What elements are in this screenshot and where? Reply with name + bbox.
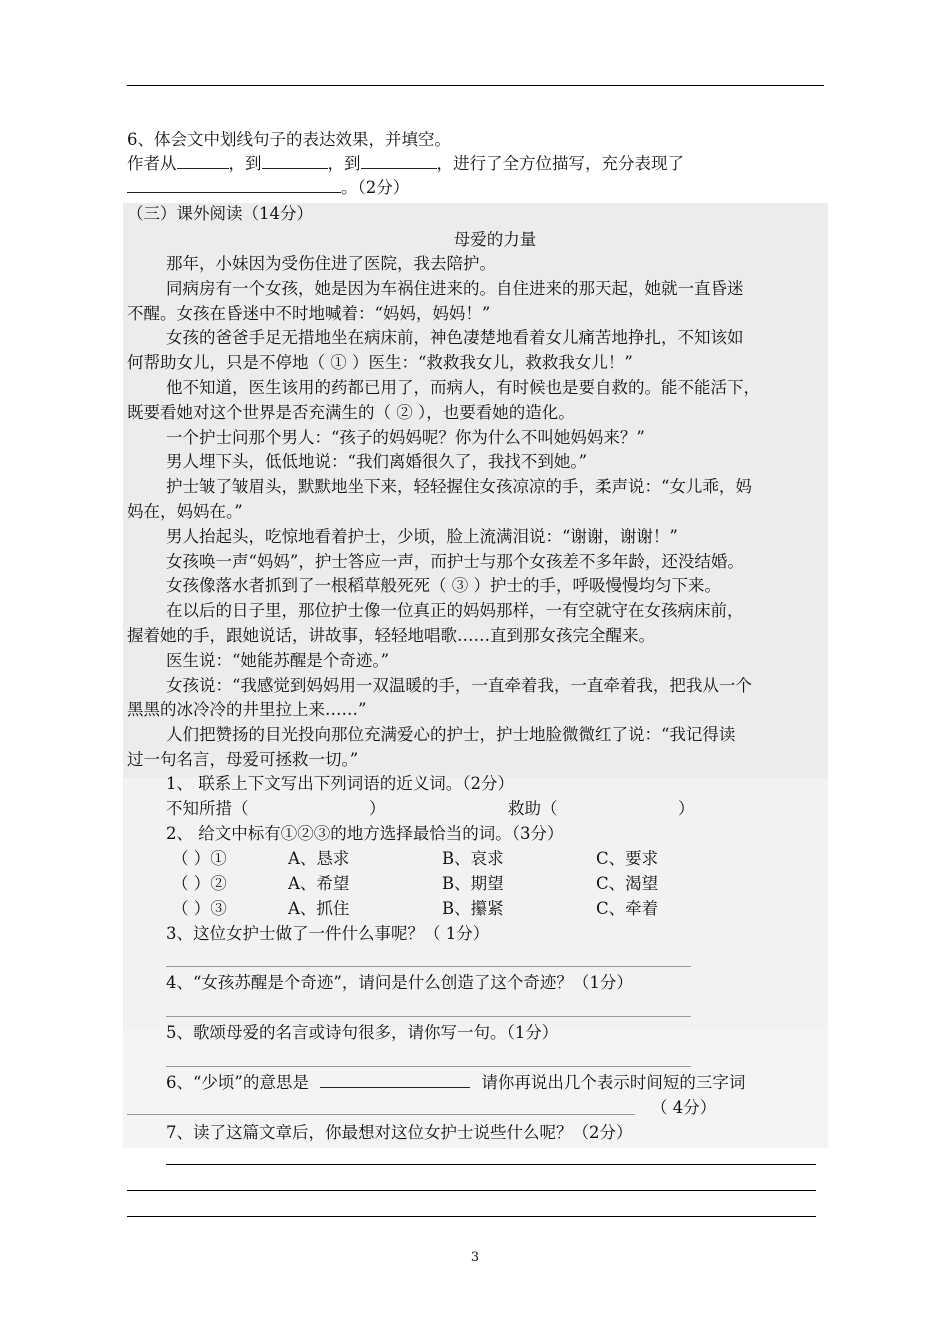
- article-line: 女孩唤一声“妈妈”，护士答应一声，而护士与那个女孩差不多年龄，还没结婚。: [166, 551, 744, 571]
- q6-score: （ 4分）: [651, 1098, 717, 1117]
- article-line: 他不知道，医生该用的药都已用了，而病人，有时候也是要自救的。能不能活下，: [166, 378, 760, 397]
- question-6: [166, 1071, 745, 1095]
- article-line: 何帮助女儿，只是不停地（ ① ）医生：“救救我女儿，救救我女儿！”: [127, 353, 633, 373]
- q7-answer-line-2[interactable]: [127, 1190, 816, 1191]
- q6-fill-c: ，到: [327, 154, 361, 173]
- section-3-label: （三）课外阅读（14分）: [127, 204, 313, 223]
- q2-option-c: C、渴望: [596, 874, 659, 893]
- question-1: 1、 联系上下文写出下列词语的近义词。（2分）: [166, 774, 514, 793]
- question-7: 7、读了这篇文章后，你最想对这位女护士说些什么呢？（2分）: [166, 1123, 633, 1142]
- q2-option-b: B、攥紧: [442, 899, 504, 918]
- q6-tail-line: [127, 176, 409, 200]
- q6-blank-3[interactable]: [361, 152, 437, 169]
- q4-answer-line[interactable]: [166, 1016, 691, 1017]
- article-line: 不醒。女孩在昏迷中不时地喊着：“妈妈，妈妈！”: [127, 303, 491, 323]
- article-line: 男人埋下头，低低地说：“我们离婚很久了，我找不到她。”: [166, 452, 588, 472]
- article-line: 黑黑的冰冷冷的井里拉上来……”: [127, 700, 367, 720]
- q6-tail: 。（2分）: [341, 178, 410, 197]
- q6-meaning-blank[interactable]: [320, 1071, 470, 1088]
- question-1-answers: [166, 797, 386, 821]
- article-line: 一个护士问那个男人：“孩子的妈妈呢？你为什么不叫她妈妈来？”: [166, 427, 645, 447]
- q6-fill-line: [127, 152, 684, 176]
- q6-text-b: 请你再说出几个表示时间短的三字词: [481, 1073, 746, 1092]
- q6-fill-a: 作者从: [127, 154, 177, 173]
- q2-option-a: A、希望: [288, 874, 350, 893]
- question-2: 2、 给文中标有①②③的地方选择最恰当的词。（3分）: [166, 824, 564, 843]
- question-3: 3、这位女护士做了一件什么事呢？（ 1分）: [166, 924, 490, 943]
- q1-word-1: 不知所措（: [166, 799, 249, 818]
- q2-option-a: A、抓住: [288, 899, 350, 918]
- q5-answer-line[interactable]: [166, 1066, 691, 1067]
- article-title: 母爱的力量: [453, 230, 537, 249]
- page-number: 3: [470, 1250, 480, 1265]
- article-line: 男人抬起头，吃惊地看着护士，少顷，脸上流满泪说：“谢谢，谢谢！”: [166, 526, 678, 546]
- q1-close-1: ）: [369, 799, 386, 818]
- q3-answer-line[interactable]: [166, 966, 691, 967]
- article-line: 女孩说：“我感觉到妈妈用一双温暖的手，一直牵着我，一直牵着我，把我从一个: [166, 675, 752, 695]
- q1-word-2: 救助（: [508, 799, 558, 818]
- q1-close-2: ）: [678, 799, 695, 818]
- article-line: 既要看她对这个世界是否充满生的（ ② ），也要看她的造化。: [127, 402, 575, 422]
- question-4: 4、“女孩苏醒是个奇迹”，请问是什么创造了这个奇迹？（1分）: [166, 973, 633, 992]
- q6-text-a: 6、“少顷”的意思是: [166, 1073, 309, 1092]
- q2-option-c: C、牵着: [596, 899, 659, 918]
- q2-answer-blank[interactable]: （ ）③: [172, 899, 227, 918]
- article-line: 同病房有一个女孩，她是因为车祸住进来的。自住进来的那天起，她就一直昏迷: [166, 278, 744, 298]
- q7-answer-line-1[interactable]: [166, 1164, 816, 1165]
- article-line: 过一句名言，母爱可拯救一切。”: [127, 750, 359, 769]
- question-5: 5、歌颂母爱的名言或诗句很多，请你写一句。（1分）: [166, 1023, 559, 1042]
- article-line: 握着她的手，跟她说话，讲故事，轻轻地唱歌……直到那女孩完全醒来。: [127, 626, 655, 645]
- q7-answer-line-3[interactable]: [127, 1216, 816, 1217]
- article-line: 妈在，妈妈在。”: [127, 502, 243, 521]
- article-line: 女孩的爸爸手足无措地坐在病床前，神色凄楚地看着女儿痛苦地挣扎，不知该如: [166, 328, 744, 348]
- article-line: 那年，小妹因为受伤住进了医院，我去陪护。: [166, 254, 496, 273]
- q6-prompt: 6、体会文中划线句子的表达效果，并填空。: [127, 130, 451, 149]
- q6-words-line[interactable]: [127, 1114, 635, 1115]
- q2-answer-blank[interactable]: （ ）②: [172, 874, 227, 893]
- question-1-answers-b: [508, 797, 695, 821]
- q6-blank-4[interactable]: [127, 176, 341, 193]
- q2-option-b: B、期望: [442, 874, 504, 893]
- q6-fill-d: ，进行了全方位描写，充分表现了: [436, 154, 684, 173]
- article-line: 在以后的日子里，那位护士像一位真正的妈妈那样，一有空就守在女孩病床前，: [166, 601, 744, 621]
- article-line: 人们把赞扬的目光投向那位充满爱心的护士，护士地脸微微红了说：“我记得读: [166, 725, 736, 745]
- q2-option-c: C、要求: [596, 849, 659, 868]
- article-line: 医生说：“她能苏醒是个奇迹。”: [166, 650, 390, 670]
- header-rule: [127, 85, 824, 86]
- article-line: 女孩像落水者抓到了一根稻草般死死（ ③ ）护士的手，呼吸慢慢均匀下来。: [166, 576, 721, 596]
- q2-option-b: B、哀求: [442, 849, 504, 868]
- q6-blank-1[interactable]: [177, 152, 229, 169]
- q6-blank-2[interactable]: [262, 152, 328, 169]
- article-line: 护士皱了皱眉头，默默地坐下来，轻轻握住女孩凉凉的手，柔声说：“女儿乖，妈: [166, 477, 752, 497]
- q6-fill-b: ，到: [228, 154, 262, 173]
- q2-option-a: A、恳求: [288, 849, 350, 868]
- q2-answer-blank[interactable]: （ ）①: [172, 849, 227, 868]
